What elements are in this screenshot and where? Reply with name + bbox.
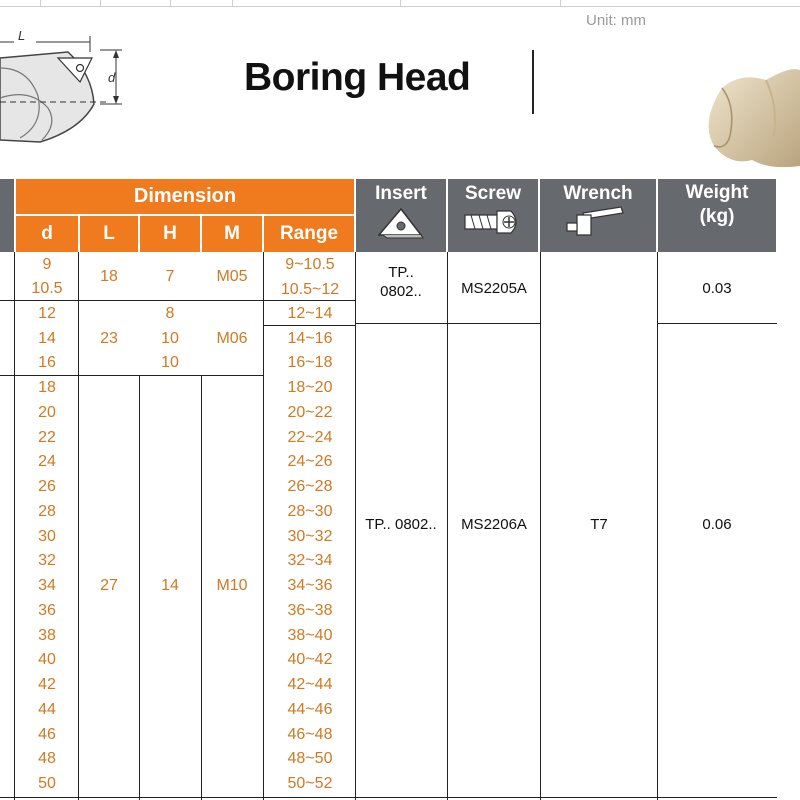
d-value: 28	[38, 503, 56, 520]
column-header-range: Range	[264, 216, 354, 252]
insert-value: 0802..	[380, 282, 422, 300]
range-value: 30~32	[287, 528, 333, 545]
M-value: M10	[216, 577, 248, 594]
range-value: 10.5~12	[280, 281, 340, 298]
range-value: 26~28	[287, 478, 333, 495]
d-value: 10.5	[31, 280, 63, 297]
range-value: 36~38	[287, 602, 333, 619]
range-value: 22~24	[287, 429, 333, 446]
H-value: 10	[161, 354, 179, 371]
d-value: 42	[38, 676, 56, 693]
boring-head-drawing	[0, 28, 130, 148]
weight-header-line1: Weight	[685, 182, 749, 203]
d-value: 16	[38, 354, 56, 371]
range-value: 38~40	[287, 627, 333, 644]
screw-header	[448, 179, 538, 252]
page-title: Boring Head	[244, 56, 471, 99]
screw-value: MS2205A	[461, 279, 527, 297]
range-value: 48~50	[287, 750, 333, 767]
weight-header-line2: (kg)	[699, 206, 735, 227]
insert-header	[356, 179, 446, 252]
d-value: 40	[38, 651, 56, 668]
range-value: 42~44	[287, 676, 333, 693]
range-value: 16~18	[287, 354, 333, 371]
d-value: 44	[38, 701, 56, 718]
d-value: 48	[38, 750, 56, 767]
d-value: 14	[38, 330, 56, 347]
top-rule	[0, 0, 800, 7]
diameter-label: d	[108, 70, 116, 85]
d-value: 22	[38, 429, 56, 446]
d-value: 32	[38, 552, 56, 569]
insert-header-label: Insert	[375, 183, 427, 204]
wrench-header-label: Wrench	[563, 183, 633, 204]
d-value: 46	[38, 726, 56, 743]
d-value: 36	[38, 602, 56, 619]
d-value: 24	[38, 453, 56, 470]
d-value: 30	[38, 528, 56, 545]
range-value: 14~16	[287, 330, 333, 347]
wrench-value: T7	[590, 515, 608, 533]
d-value: 26	[38, 478, 56, 495]
d-value: 34	[38, 577, 56, 594]
product-photo	[700, 66, 800, 176]
L-value: 18	[100, 268, 118, 285]
weight-header	[658, 179, 776, 252]
screw-value: MS2206A	[461, 515, 527, 533]
insert-icon	[373, 205, 429, 239]
d-value: 18	[38, 379, 56, 396]
partial-column-header	[0, 179, 14, 252]
range-value: 20~22	[287, 404, 333, 421]
insert-value: TP.. 0802..	[365, 515, 437, 533]
weight-value: 0.03	[702, 279, 732, 297]
column-header-M: M	[202, 216, 262, 252]
M-value: M05	[216, 268, 248, 285]
unit-label: Unit: mm	[586, 12, 646, 29]
screw-icon	[461, 205, 525, 239]
range-value: 9~10.5	[285, 256, 335, 273]
H-value: 10	[161, 330, 179, 347]
d-value: 20	[38, 404, 56, 421]
L-value: 23	[100, 330, 118, 347]
range-value: 18~20	[287, 379, 333, 396]
range-value: 12~14	[287, 305, 333, 322]
range-value: 32~34	[287, 552, 333, 569]
range-value: 44~46	[287, 701, 333, 718]
d-value: 50	[38, 775, 56, 792]
weight-value: 0.06	[702, 515, 732, 533]
H-value: 7	[165, 268, 175, 285]
screw-header-label: Screw	[465, 183, 521, 204]
range-value: 34~36	[287, 577, 333, 594]
M-value: M06	[216, 330, 248, 347]
H-value: 8	[165, 305, 175, 322]
wrench-header	[540, 179, 656, 252]
column-header-L: L	[80, 216, 138, 252]
range-value: 28~30	[287, 503, 333, 520]
range-value: 50~52	[287, 775, 333, 792]
d-value: 9	[42, 256, 52, 273]
range-value: 40~42	[287, 651, 333, 668]
column-header-d: d	[16, 216, 78, 252]
range-value: 46~48	[287, 726, 333, 743]
column-header-H: H	[140, 216, 200, 252]
range-value: 24~26	[287, 453, 333, 470]
d-value: 38	[38, 627, 56, 644]
H-value: 14	[161, 577, 179, 594]
dimension-group-header: Dimension	[16, 179, 354, 214]
d-value: 12	[38, 305, 56, 322]
wrench-icon	[563, 205, 633, 239]
L-value: 27	[100, 577, 118, 594]
insert-value: TP..	[388, 263, 414, 281]
title-divider	[532, 50, 534, 114]
length-label: L	[18, 28, 26, 43]
